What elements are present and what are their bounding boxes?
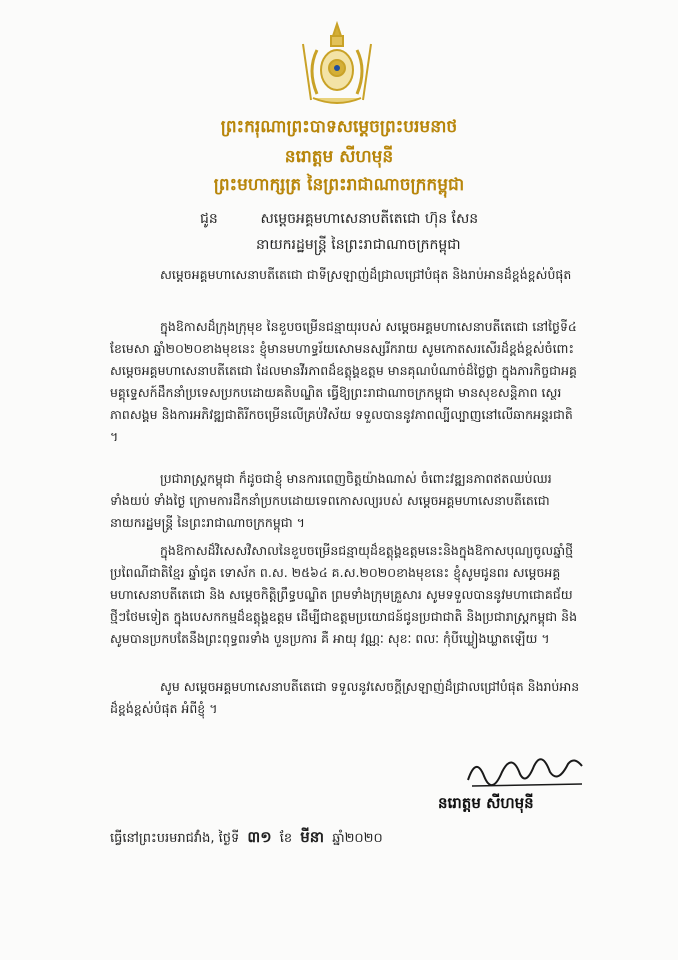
- recipient-name: សម្តេចអគ្គមហាសេនាបតីតេជោ ហ៊ុន សែន: [260, 211, 479, 227]
- monarch-title: ព្រះករុណាព្រះបាទសម្តេចព្រះបរមនាថ: [220, 117, 458, 137]
- royal-emblem-icon: [293, 20, 381, 108]
- recipient-label: ជូន: [200, 211, 218, 227]
- date-day: ៣១: [247, 828, 272, 846]
- paragraph-1: សម្តេចអគ្គមហាសេនាបតីតេជោ ជាទីស្រឡាញ់ដ៏ជ្រាលជ្រៅបំផុត និងរាប់អានដ៏ខ្ពង់ខ្ពស់បំផុត: [160, 267, 572, 282]
- monarch-name: នរោត្តម សីហមុនី: [284, 147, 394, 167]
- date-prefix: ធ្វើនៅព្រះបរមរាជវាំង, ថ្ងៃទី: [110, 831, 240, 846]
- paragraph-5: សូម សម្តេចអគ្គមហាសេនាបតីតេជោ ទទួលនូវសេចក្តីស្រឡាញ់ដ៏ជ្រាលជ្រៅបំផុត និងរាប់អានដ៏ខ្ពង់ខ្ពស់បំផុត អំពីខ្ញុំ ។: [110, 679, 580, 716]
- date-month-label: ខែ: [279, 831, 293, 846]
- handwritten-signature: [462, 746, 592, 790]
- signer-name: នរោត្តម សីហមុនី: [438, 794, 534, 812]
- paragraph-3: ប្រជារាស្ត្រកម្ពុជា ក៏ដូចជាខ្ញុំ មានការពេញចិត្តយ៉ាងណាស់ ចំពោះវឌ្ឍនភាពឥតឈប់ឈរទាំងយប់ ទាំងថ្ងៃ ក្រោមការដឹកនាំប្រកបដោយទេពកោសល្យរបស់ សម្តេចអគ្គមហាសេនាបតីតេជោ នាយករដ្ឋមន្ត្រី នៃព្រះរាជាណាចក្រកម្ពុជា ។: [110, 471, 552, 530]
- recipient-block: [200, 206, 478, 258]
- paragraph-4: ក្នុងឱកាសដ៏វិសេសវិសាលនៃខួបចម្រើនជន្មាយុដ៏ឧត្តុង្គឧត្តមនេះនិងក្នុងឱកាសបុណ្យចូលឆ្នាំថ្មីប្រពៃណីជាតិខ្មែរ ឆ្នាំជូត ទោស័ក ព.ស. ២៥៦៤ គ.ស.២០២០ខាងមុខនេះ ខ្ញុំសូមជូនពរ សម្តេចអគ្គមហាសេនាបតីតេជោ និង សម្តេចកិត្តិព្រឹទ្ធបណ្ឌិត ព្រមទាំងក្រុមគ្រួសារ សូមទទួលបាននូវមហាជោគជ័យថ្មីៗថែមទៀត ក្នុងបេសកកម្មដ៏ឧត្តុង្គឧត្តម ដើម្បីជាឧត្តមប្រយោជន៍ជូនប្រជាជាតិ និងប្រជារាស្ត្រកម្ពុជា និងសូមបានប្រកបតែនឹងព្រះពុទ្ធពរទាំង បួនប្រការ គឺ អាយុ វណ្ណៈ សុខៈ ពលៈ កុំបីឃ្លៀងឃ្លាតឡើយ ។: [110, 543, 578, 646]
- paragraph-2: ក្នុងឱកាសដ៏ក្រុងក្រុមុខ នៃខួបចម្រើនជន្មាយុរបស់ សម្តេចអគ្គមហាសេនាបតីតេជោ នៅថ្ងៃទី៤ ខែមេសា ឆ្នាំ២០២០ខាងមុខនេះ ខ្ញុំមានមហាទ្ធរ័យសោមនស្សរីករាយ សូមកោតសរសើរដ៏ខ្ពង់ខ្ពស់ចំពោះ សម្តេចអគ្គមហាសេនាបតីតេជោ ដែលមានវីរភាពដ៏ឧត្តុង្គឧត្តម មានគុណបំណាច់ដ៏ថ្លៃថ្លា ក្នុងភារកិច្ចជាអគ្គមគ្គុទ្ទេសក៍ដឹកនាំប្រទេសប្រកបដោយគតិបណ្ឌិត ធ្វើឱ្យព្រះរាជាណាចក្រកម្ពុជា មានសុខសន្តិភាព ស្ថេរភាពសង្គម និងការអភិវឌ្ឍជាតិរីកចម្រើនលើគ្រប់វិស័យ ទទួលបាននូវភាពល្បីល្បាញនៅលើឆាកអន្តរជាតិ ។: [110, 319, 577, 444]
- date-month: មីនា: [300, 828, 325, 846]
- date-year: ឆ្នាំ២០២០: [332, 831, 383, 846]
- recipient-title: នាយករដ្ឋមន្ត្រី នៃព្រះរាជាណាចក្រកម្ពុជា: [256, 237, 461, 253]
- monarch-role: ព្រះមហាក្សត្រ នៃព្រះរាជាណាចក្រកម្ពុជា: [213, 175, 465, 195]
- date-line: [110, 828, 383, 850]
